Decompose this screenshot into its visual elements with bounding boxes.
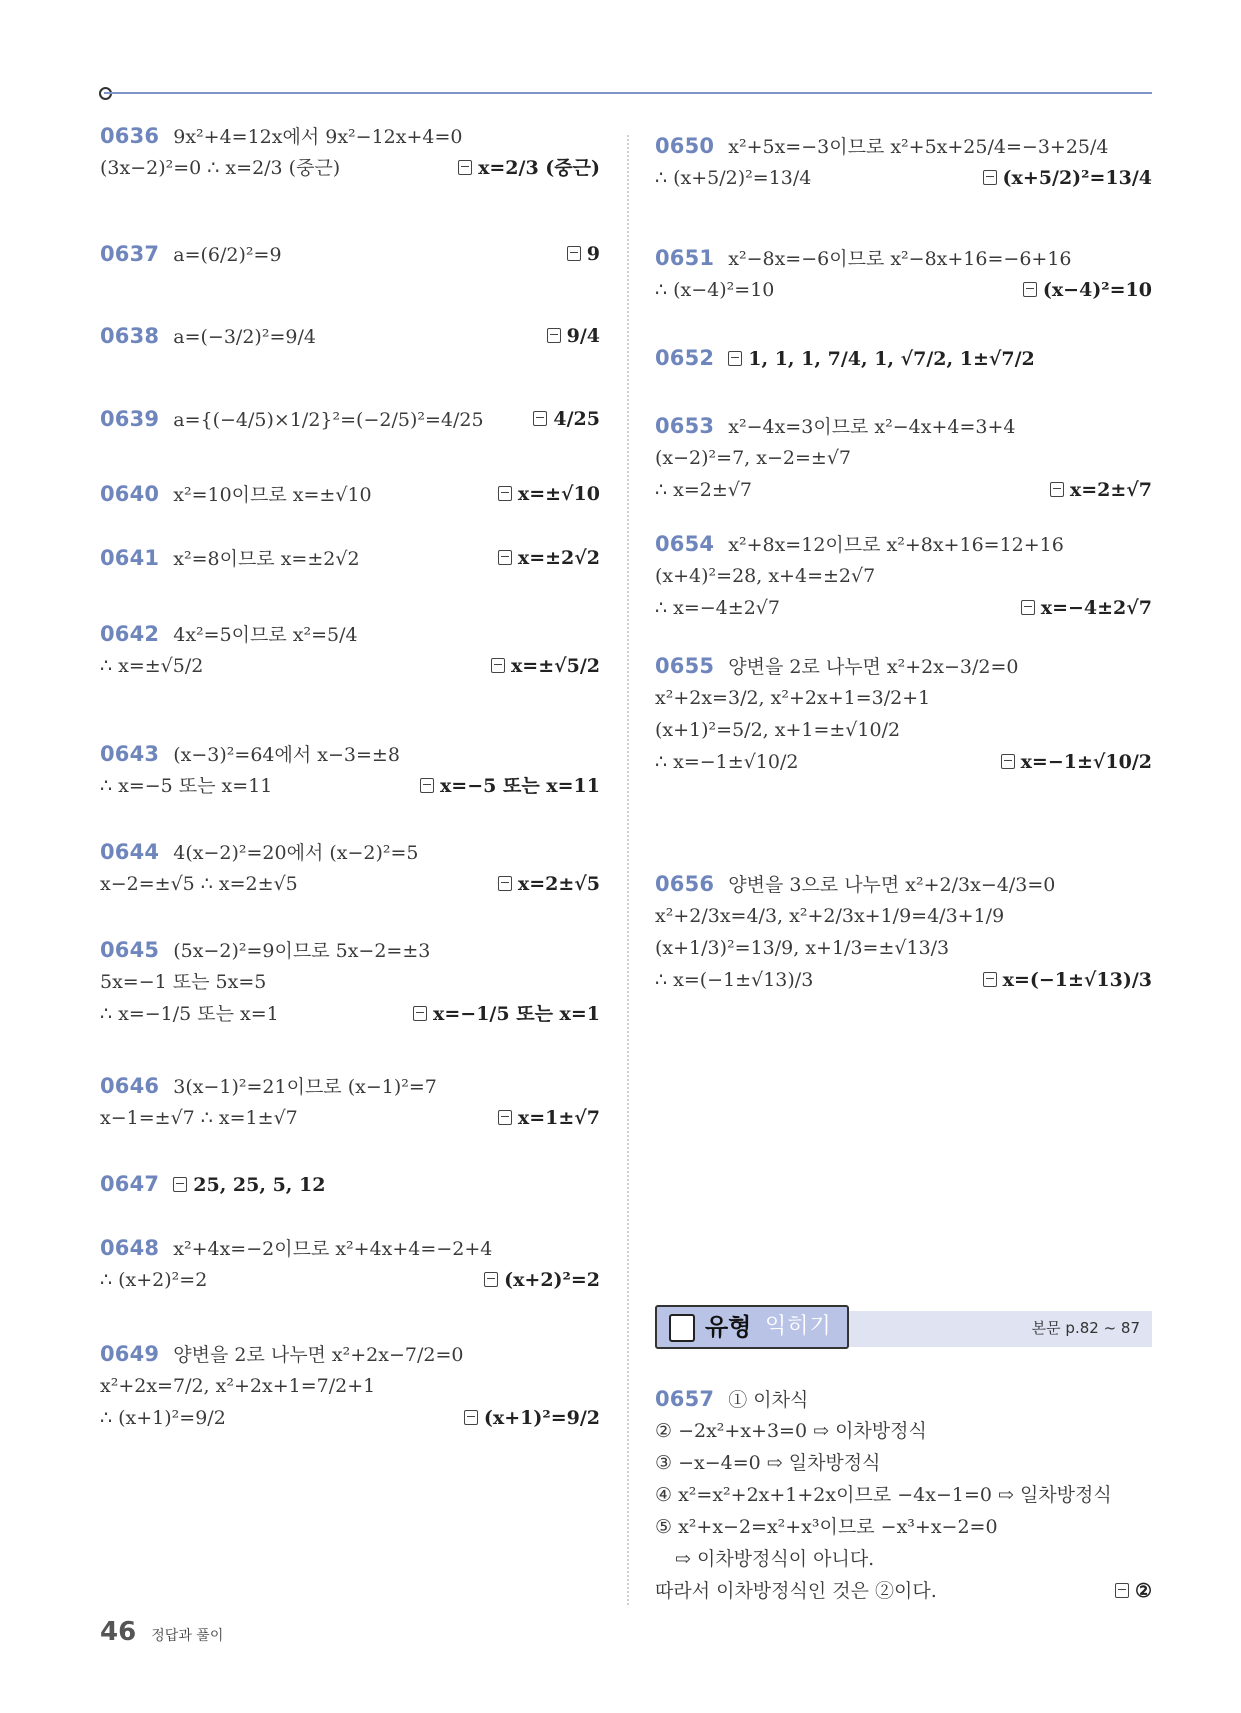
solution-text: x²+2x=3/2, x²+2x+1=3/2+1 bbox=[655, 687, 931, 709]
problem-number: 0643 bbox=[100, 742, 160, 766]
solution-text: 4x²=5이므로 x²=5/4 bbox=[173, 624, 358, 646]
problem-number: 0653 bbox=[655, 414, 715, 438]
answer-text: x=(−1±√13)/3 bbox=[983, 964, 1152, 996]
section-banner bbox=[655, 1305, 1152, 1351]
solution-text: ∴ x=−1/5 또는 x=1 bbox=[100, 1003, 279, 1025]
solution-text: ② −2x²+x+3=0 ⇨ 이차방정식 bbox=[655, 1420, 927, 1442]
solution-text: x²=10이므로 x=±√10 bbox=[173, 484, 372, 506]
solution-text: ∴ x=−5 또는 x=11 bbox=[100, 775, 273, 797]
solution-line bbox=[100, 1102, 600, 1134]
answer-mark-icon bbox=[413, 1006, 427, 1021]
solution-line bbox=[655, 130, 1152, 162]
problem-number: 0647 bbox=[100, 1172, 160, 1196]
solution-line bbox=[100, 836, 600, 868]
problem-number: 0638 bbox=[100, 324, 160, 348]
problem-number: 0636 bbox=[100, 124, 160, 148]
answer-mark-icon bbox=[1050, 482, 1064, 497]
solution-text: a=(6/2)²=9 bbox=[173, 244, 282, 266]
answer-mark-icon bbox=[498, 486, 512, 501]
problem-0640 bbox=[100, 478, 600, 510]
answer-mark-icon bbox=[983, 972, 997, 987]
answer-text: x=−4±2√7 bbox=[1021, 592, 1152, 624]
answer-mark-icon bbox=[458, 160, 472, 175]
solution-text: ① 이차식 bbox=[728, 1389, 809, 1411]
answer-mark-icon bbox=[567, 246, 581, 261]
solution-line bbox=[100, 966, 600, 998]
solution-line bbox=[100, 1070, 600, 1102]
solution-line bbox=[100, 120, 600, 152]
solution-line bbox=[100, 320, 600, 352]
problem-0650 bbox=[655, 130, 1152, 194]
solution-line bbox=[655, 1575, 1152, 1607]
notebook-icon bbox=[669, 1314, 695, 1342]
solution-line bbox=[100, 868, 600, 900]
solution-line bbox=[655, 714, 1152, 746]
answer-mark-icon bbox=[728, 351, 742, 366]
solution-line bbox=[100, 478, 600, 510]
solution-line bbox=[655, 1447, 1152, 1479]
answer-mark-icon bbox=[547, 328, 561, 343]
problem-0654 bbox=[655, 528, 1152, 624]
solution-text: x²+4x=−2이므로 x²+4x+4=−2+4 bbox=[173, 1238, 493, 1260]
answer-mark-icon bbox=[464, 1410, 478, 1425]
answer-text: x=2±√7 bbox=[1050, 474, 1152, 506]
solution-line bbox=[655, 274, 1152, 306]
solution-text: ∴ (x+5/2)²=13/4 bbox=[655, 167, 812, 189]
solution-text: (x+1)²=5/2, x+1=±√10/2 bbox=[655, 719, 901, 741]
solution-line bbox=[655, 900, 1152, 932]
solution-text: (x−3)²=64에서 x−3=±8 bbox=[173, 744, 400, 766]
solution-text: ∴ (x+2)²=2 bbox=[100, 1269, 208, 1291]
problem-number: 0646 bbox=[100, 1074, 160, 1098]
solution-text: ⇨ 이차방정식이 아니다. bbox=[675, 1548, 875, 1570]
solution-line bbox=[100, 650, 600, 682]
problem-0645 bbox=[100, 934, 600, 1030]
banner-page-reference: 본문 p.82 ~ 87 bbox=[1031, 1319, 1140, 1337]
solution-text: 3(x−1)²=21이므로 (x−1)²=7 bbox=[173, 1076, 437, 1098]
solution-line bbox=[655, 746, 1152, 778]
answer-text: 9 bbox=[567, 238, 600, 270]
solution-line bbox=[655, 868, 1152, 900]
banner-subtitle: 익히기 bbox=[765, 1314, 832, 1339]
problem-number: 0645 bbox=[100, 938, 160, 962]
problem-0647 bbox=[100, 1168, 600, 1200]
answer-mark-icon bbox=[1001, 754, 1015, 769]
answer-mark-icon bbox=[498, 550, 512, 565]
solution-text: x²−8x=−6이므로 x²−8x+16=−6+16 bbox=[728, 248, 1072, 270]
solution-line bbox=[655, 560, 1152, 592]
page-number: 46 bbox=[100, 1617, 137, 1647]
solution-text: (3x−2)²=0 ∴ x=2/3 (중근) bbox=[100, 157, 341, 179]
problem-number: 0650 bbox=[655, 134, 715, 158]
solution-text: 9x²+4=12x에서 9x²−12x+4=0 bbox=[173, 126, 463, 148]
solution-line bbox=[100, 738, 600, 770]
answer-text: 4/25 bbox=[533, 403, 600, 435]
problem-number: 0649 bbox=[100, 1342, 160, 1366]
solution-line bbox=[100, 1232, 600, 1264]
answer-mark-icon bbox=[420, 778, 434, 793]
solution-text: a={(−4/5)×1/2}²=(−2/5)²=4/25 bbox=[173, 409, 484, 431]
solution-line bbox=[655, 162, 1152, 194]
answer-mark-icon bbox=[484, 1272, 498, 1287]
solution-line bbox=[100, 1370, 600, 1402]
solution-text: ∴ x=−1±√10/2 bbox=[655, 751, 799, 773]
answer-text: x=±√10 bbox=[498, 478, 600, 510]
answer-text: ② bbox=[1115, 1575, 1152, 1607]
problem-number: 0640 bbox=[100, 482, 160, 506]
answer-text: x=±√5/2 bbox=[491, 650, 600, 682]
solution-text: x²+2x=7/2, x²+2x+1=7/2+1 bbox=[100, 1375, 376, 1397]
solution-text: (x+4)²=28, x+4=±2√7 bbox=[655, 565, 876, 587]
answer-text: x=−1±√10/2 bbox=[1001, 746, 1152, 778]
solution-line bbox=[655, 410, 1152, 442]
banner-box bbox=[655, 1305, 849, 1349]
problem-0644 bbox=[100, 836, 600, 900]
solution-line bbox=[100, 1168, 600, 1200]
solution-text: x²=8이므로 x=±2√2 bbox=[173, 548, 360, 570]
solution-line bbox=[655, 964, 1152, 996]
problem-number: 0651 bbox=[655, 246, 715, 270]
answer-mark-icon bbox=[498, 1110, 512, 1125]
solution-line bbox=[655, 682, 1152, 714]
problem-number: 0656 bbox=[655, 872, 715, 896]
problem-0656 bbox=[655, 868, 1152, 996]
solution-line bbox=[655, 1415, 1152, 1447]
answer-text: 9/4 bbox=[547, 320, 600, 352]
solution-text: (x−2)²=7, x−2=±√7 bbox=[655, 447, 852, 469]
problem-number: 0639 bbox=[100, 407, 160, 431]
answer-text: (x+5/2)²=13/4 bbox=[983, 162, 1152, 194]
solution-line bbox=[100, 403, 600, 435]
answer-text: (x−4)²=10 bbox=[1023, 274, 1152, 306]
solution-line bbox=[100, 770, 600, 802]
answer-text: x=±2√2 bbox=[498, 542, 600, 574]
solution-line bbox=[655, 474, 1152, 506]
problem-0657 bbox=[655, 1383, 1152, 1607]
solution-text: ∴ x=2±√7 bbox=[655, 479, 752, 501]
solution-text: (x+1/3)²=13/9, x+1/3=±√13/3 bbox=[655, 937, 950, 959]
solution-line bbox=[100, 618, 600, 650]
problem-number: 0655 bbox=[655, 654, 715, 678]
answer-text: 25, 25, 5, 12 bbox=[173, 1174, 325, 1196]
answer-mark-icon bbox=[173, 1177, 187, 1192]
solution-text: 4(x−2)²=20에서 (x−2)²=5 bbox=[173, 842, 419, 864]
answer-mark-icon bbox=[491, 658, 505, 673]
answer-text: x=−5 또는 x=11 bbox=[420, 770, 600, 802]
solution-text: ⑤ x²+x−2=x²+x³이므로 −x³+x−2=0 bbox=[655, 1516, 998, 1538]
solution-text: 양변을 2로 나누면 x²+2x−3/2=0 bbox=[728, 656, 1019, 678]
answer-mark-icon bbox=[983, 170, 997, 185]
solution-text: ∴ (x−4)²=10 bbox=[655, 279, 775, 301]
problem-0636 bbox=[100, 120, 600, 184]
solution-text: x²+5x=−3이므로 x²+5x+25/4=−3+25/4 bbox=[728, 136, 1109, 158]
problem-0648 bbox=[100, 1232, 600, 1296]
solution-line bbox=[655, 592, 1152, 624]
solution-line bbox=[655, 342, 1152, 374]
solution-text: ∴ x=±√5/2 bbox=[100, 655, 204, 677]
problem-number: 0652 bbox=[655, 346, 715, 370]
problem-0652 bbox=[655, 342, 1152, 374]
solution-text: ∴ x=(−1±√13)/3 bbox=[655, 969, 814, 991]
answer-text: x=2±√5 bbox=[498, 868, 600, 900]
problem-0653 bbox=[655, 410, 1152, 506]
problem-0637 bbox=[100, 238, 600, 270]
solution-line bbox=[655, 528, 1152, 560]
solution-line bbox=[100, 998, 600, 1030]
answer-text: x=1±√7 bbox=[498, 1102, 600, 1134]
solution-line bbox=[655, 1543, 1152, 1575]
solution-text: x²−4x=3이므로 x²−4x+4=3+4 bbox=[728, 416, 1016, 438]
solution-line bbox=[100, 152, 600, 184]
solution-line bbox=[655, 1511, 1152, 1543]
answer-text: x=−1/5 또는 x=1 bbox=[413, 998, 600, 1030]
answer-text: x=2/3 (중근) bbox=[458, 152, 600, 184]
solution-text: a=(−3/2)²=9/4 bbox=[173, 326, 316, 348]
problem-0655 bbox=[655, 650, 1152, 778]
solution-text: x−2=±√5 ∴ x=2±√5 bbox=[100, 873, 298, 895]
problem-0641 bbox=[100, 542, 600, 574]
solution-line bbox=[655, 442, 1152, 474]
solution-line bbox=[655, 1383, 1152, 1415]
answer-mark-icon bbox=[498, 876, 512, 891]
solution-text: 양변을 3으로 나누면 x²+2/3x−4/3=0 bbox=[728, 874, 1056, 896]
answer-text: (x+1)²=9/2 bbox=[464, 1402, 600, 1434]
solution-text: ③ −x−4=0 ⇨ 일차방정식 bbox=[655, 1452, 881, 1474]
solution-line bbox=[655, 1479, 1152, 1511]
solution-line bbox=[100, 238, 600, 270]
column-divider bbox=[627, 135, 629, 1605]
solution-line bbox=[655, 242, 1152, 274]
solution-text: ∴ x=−4±2√7 bbox=[655, 597, 780, 619]
problem-number: 0642 bbox=[100, 622, 160, 646]
problem-number: 0637 bbox=[100, 242, 160, 266]
solution-text: 따라서 이차방정식인 것은 ②이다. bbox=[655, 1580, 937, 1602]
problem-0639 bbox=[100, 403, 600, 435]
answer-mark-icon bbox=[533, 411, 547, 426]
answer-text: 1, 1, 1, 7/4, 1, √7/2, 1±√7/2 bbox=[728, 348, 1035, 370]
solution-line bbox=[100, 542, 600, 574]
problem-0638 bbox=[100, 320, 600, 352]
answer-mark-icon bbox=[1023, 282, 1037, 297]
problem-0646 bbox=[100, 1070, 600, 1134]
solution-line bbox=[100, 934, 600, 966]
answer-mark-icon bbox=[1115, 1583, 1129, 1598]
solution-line bbox=[655, 650, 1152, 682]
solution-line bbox=[100, 1402, 600, 1434]
solution-text: (5x−2)²=9이므로 5x−2=±3 bbox=[173, 940, 431, 962]
answer-text: (x+2)²=2 bbox=[484, 1264, 600, 1296]
solution-text: x²+2/3x=4/3, x²+2/3x+1/9=4/3+1/9 bbox=[655, 905, 1005, 927]
footer-label: 정답과 풀이 bbox=[151, 1628, 224, 1644]
solution-text: ④ x²=x²+2x+1+2x이므로 −4x−1=0 ⇨ 일차방정식 bbox=[655, 1484, 1112, 1506]
header-rule bbox=[104, 92, 1152, 94]
solution-text: x²+8x=12이므로 x²+8x+16=12+16 bbox=[728, 534, 1064, 556]
problem-number: 0648 bbox=[100, 1236, 160, 1260]
problem-0642 bbox=[100, 618, 600, 682]
problem-0651 bbox=[655, 242, 1152, 306]
problem-0649 bbox=[100, 1338, 600, 1434]
problem-number: 0644 bbox=[100, 840, 160, 864]
problem-0643 bbox=[100, 738, 600, 802]
problem-number: 0657 bbox=[655, 1387, 715, 1411]
problem-number: 0641 bbox=[100, 546, 160, 570]
solution-text: 양변을 2로 나누면 x²+2x−7/2=0 bbox=[173, 1344, 464, 1366]
solution-line bbox=[100, 1264, 600, 1296]
solution-text: x−1=±√7 ∴ x=1±√7 bbox=[100, 1107, 298, 1129]
banner-title: 유형 bbox=[705, 1313, 752, 1341]
solution-line bbox=[100, 1338, 600, 1370]
solution-text: ∴ (x+1)²=9/2 bbox=[100, 1407, 226, 1429]
solution-line bbox=[655, 932, 1152, 964]
answer-mark-icon bbox=[1021, 600, 1035, 615]
problem-number: 0654 bbox=[655, 532, 715, 556]
solution-text: 5x=−1 또는 5x=5 bbox=[100, 971, 267, 993]
page-footer bbox=[100, 1617, 223, 1647]
